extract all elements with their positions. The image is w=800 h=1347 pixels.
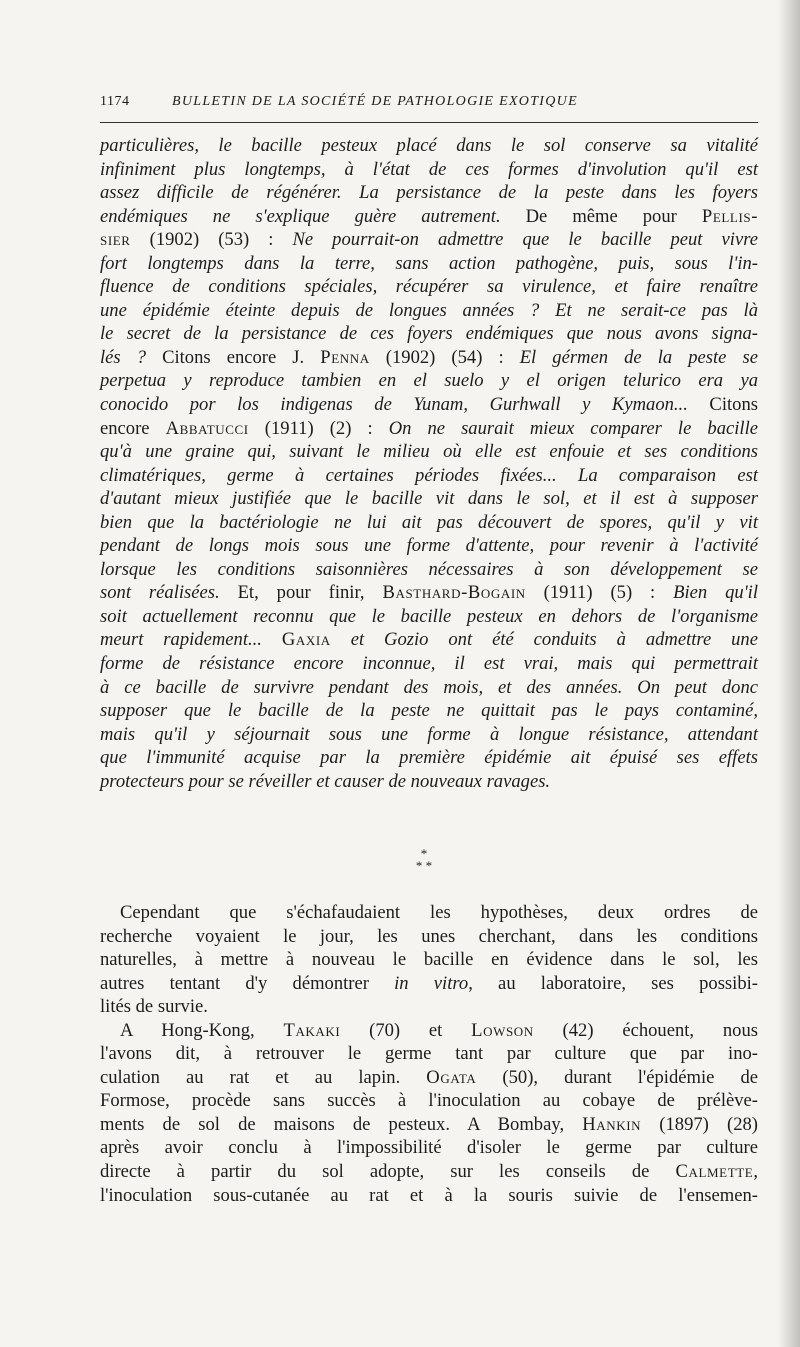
text-line	[100, 770, 758, 794]
author-name: Gaxia	[281, 629, 331, 651]
text-run: Bien qu'il	[673, 582, 759, 604]
text-line	[100, 369, 758, 393]
text-run: mais qu'il y séjournait sous une forme à longue résistance, attendant	[100, 723, 758, 745]
text-run: lorsque les conditions saisonnières nécessaires à son développement se	[100, 558, 758, 580]
text-run: assez difficile de régénérer. La persistance de la peste dans les foyers	[100, 182, 758, 204]
text-line	[100, 605, 758, 629]
text-run: naturelles, à mettre à nouveau le bacille en évidence dans le sol, les	[100, 949, 758, 971]
text-line	[100, 252, 758, 276]
text-line	[100, 628, 758, 652]
text-line	[100, 346, 758, 370]
text-line	[100, 1019, 758, 1043]
text-run: (1902) (54) :	[369, 346, 520, 368]
text-line	[100, 158, 758, 182]
body-paragraphs	[100, 901, 758, 1207]
text-line	[100, 275, 758, 299]
text-line	[100, 534, 758, 558]
text-run: particulières, le bacille pesteux placé dans le sol conserve sa vitalité	[100, 135, 758, 156]
text-line	[100, 581, 758, 605]
text-line	[100, 134, 758, 158]
text-run: lés ?	[100, 346, 147, 368]
text-line	[100, 995, 758, 1019]
text-run: (70) et	[340, 1019, 472, 1041]
text-run: Citons encore J.	[146, 346, 321, 368]
text-run: meurt rapidement...	[100, 629, 282, 651]
text-run: climatériques, germe à certaines périodes fixées... La comparaison est	[100, 464, 758, 486]
text-line	[100, 972, 758, 996]
text-run: in vitro	[394, 972, 469, 994]
text-run: infiniment plus longtemps, à l'état de ces formes d'involution qu'il est	[100, 158, 758, 180]
text-run: (1911) (5) :	[525, 582, 674, 604]
text-run: (42) échouent, nous	[533, 1019, 759, 1041]
text-run: (1897) (28)	[641, 1113, 758, 1135]
text-run: encore	[100, 417, 166, 439]
text-run: Ne pourrait-on admettre que le bacille peut vivre	[292, 229, 758, 251]
text-run: recherche voyaient le jour, les unes cherchant, dans les conditions	[100, 925, 758, 947]
text-line	[100, 464, 758, 488]
text-run: protecteurs pour se réveiller et causer de nouveaux ravages.	[100, 770, 551, 792]
text-run: le secret de la persistance de ces foyers endémiques que nous avons signa-	[100, 323, 758, 345]
text-line	[100, 925, 758, 949]
text-run: ,	[753, 1161, 758, 1183]
text-run: lités de survie.	[100, 996, 208, 1018]
running-title: BULLETIN DE LA SOCIÉTÉ DE PATHOLOGIE EXOTIQUE	[172, 94, 578, 109]
text-run: conocido por los indigenas de Yunam, Gurhwall y Kymaon...	[100, 394, 688, 416]
text-run: après avoir conclu à l'impossibilité d'isoler le germe par culture	[100, 1137, 758, 1159]
text-run: Cependant que s'échafaudaient les hypothèses, deux ordres de	[120, 902, 758, 923]
text-line	[100, 228, 758, 252]
author-name: Hankin	[582, 1113, 642, 1135]
text-run: à ce bacille de survivre pendant des mois, et des années. On peut donc	[100, 676, 758, 698]
text-run: Formose, procède sans succès à l'inoculation au cobaye de prélève-	[100, 1090, 758, 1112]
page-number: 1174	[100, 94, 130, 109]
author-name: Calmette	[675, 1161, 754, 1183]
text-run: l'inoculation sous-cutanée au rat et à la souris suivie de l'ensemen-	[100, 1184, 758, 1206]
text-line	[100, 181, 758, 205]
text-run: forme de résistance encore inconnue, il est vrai, mais qui permettrait	[100, 653, 758, 675]
text-run: On ne saurait mieux comparer le bacille	[388, 417, 758, 439]
text-line	[100, 676, 758, 700]
author-name: Penna	[320, 346, 370, 368]
text-run: (50), durant l'épidémie de	[476, 1066, 758, 1088]
separator-top-star: *	[420, 846, 428, 861]
text-line	[100, 393, 758, 417]
text-line	[100, 417, 758, 441]
text-line	[100, 1160, 758, 1184]
text-line	[100, 1066, 758, 1090]
author-name: Takaki	[283, 1019, 341, 1041]
author-name: Pellis-	[701, 205, 758, 227]
page-edge-shadow	[778, 0, 800, 1347]
text-line	[100, 487, 758, 511]
text-run: directe à partir du sol adopte, sur les conseils de	[100, 1161, 676, 1183]
text-run: d'autant mieux justifiée que le bacille vit dans le sol, et il est à supposer	[100, 488, 758, 510]
text-run: et Gozio ont été conduits à admettre une	[330, 629, 758, 651]
text-run: , au laboratoire, ses possibi-	[468, 972, 758, 994]
text-run: que l'immunité acquise par la première épidémie ait épuisé ses effets	[100, 747, 758, 769]
text-line	[100, 1184, 758, 1208]
text-run: fort longtemps dans la terre, sans action pathogène, puis, sous l'in-	[100, 252, 758, 274]
text-line	[100, 1089, 758, 1113]
text-run: pendant de longs mois sous une forme d'attente, pour revenir à l'activité	[100, 535, 758, 557]
text-run: El gérmen de la peste se	[519, 346, 758, 368]
text-run: De même pour	[500, 205, 702, 227]
text-line	[100, 511, 758, 535]
text-line	[100, 1136, 758, 1160]
author-name: Abbatucci	[165, 417, 249, 439]
text-run: A Hong-Kong,	[120, 1019, 284, 1041]
text-run: supposer que le bacille de la peste ne quittait pas le pays contaminé,	[100, 700, 758, 722]
text-run: fluence de conditions spéciales, récupérer sa virulence, et faire renaître	[100, 276, 758, 298]
text-line	[100, 901, 758, 925]
text-run: ments de sol de maisons de pesteux. A Bombay,	[100, 1113, 583, 1135]
text-run: une épidémie éteinte depuis de longues années ? Et ne serait-ce pas là	[100, 299, 758, 321]
text-line	[100, 558, 758, 582]
author-name: sier	[100, 229, 131, 251]
text-line	[100, 205, 758, 229]
author-name: Ogata	[426, 1066, 477, 1088]
text-line	[100, 1042, 758, 1066]
text-line	[100, 699, 758, 723]
text-run: soit actuellement reconnu que le bacille pesteux en dehors de l'organisme	[100, 605, 758, 627]
text-run: l'avons dit, à retrouver le germe tant par culture que par ino-	[100, 1043, 758, 1065]
text-run: culation au rat et au lapin.	[100, 1066, 427, 1088]
text-line	[100, 1113, 758, 1137]
text-line	[100, 948, 758, 972]
text-line	[100, 322, 758, 346]
text-run: (1902) (53) :	[130, 229, 293, 251]
author-name: Lowson	[471, 1019, 534, 1041]
text-line	[100, 746, 758, 770]
text-run: perpetua y reproduce tambien en el suelo y el origen telurico era ya	[100, 370, 758, 392]
author-name: Basthard-Bogain	[382, 582, 526, 604]
text-line	[100, 723, 758, 747]
section-separator-asterisks	[404, 848, 444, 872]
text-run: bien que la bactériologie ne lui ait pas découvert de spores, qu'il y vit	[100, 511, 758, 533]
text-run: endémiques ne s'explique guère autrement.	[100, 205, 501, 227]
header-rule	[100, 122, 758, 123]
italic-quotation-paragraph	[100, 134, 758, 793]
text-run: qu'à une graine qui, suivant le milieu où elle est enfouie et ses conditions	[100, 441, 758, 463]
text-run: Citons	[687, 394, 758, 416]
text-line	[100, 299, 758, 323]
text-line	[100, 652, 758, 676]
text-line	[100, 440, 758, 464]
separator-bottom-stars: * *	[415, 858, 433, 873]
text-run: autres tentant d'y démontrer	[100, 972, 395, 994]
text-run: (1911) (2) :	[248, 417, 389, 439]
text-run: Et, pour finir,	[219, 582, 383, 604]
text-run: sont réalisées.	[100, 582, 220, 604]
